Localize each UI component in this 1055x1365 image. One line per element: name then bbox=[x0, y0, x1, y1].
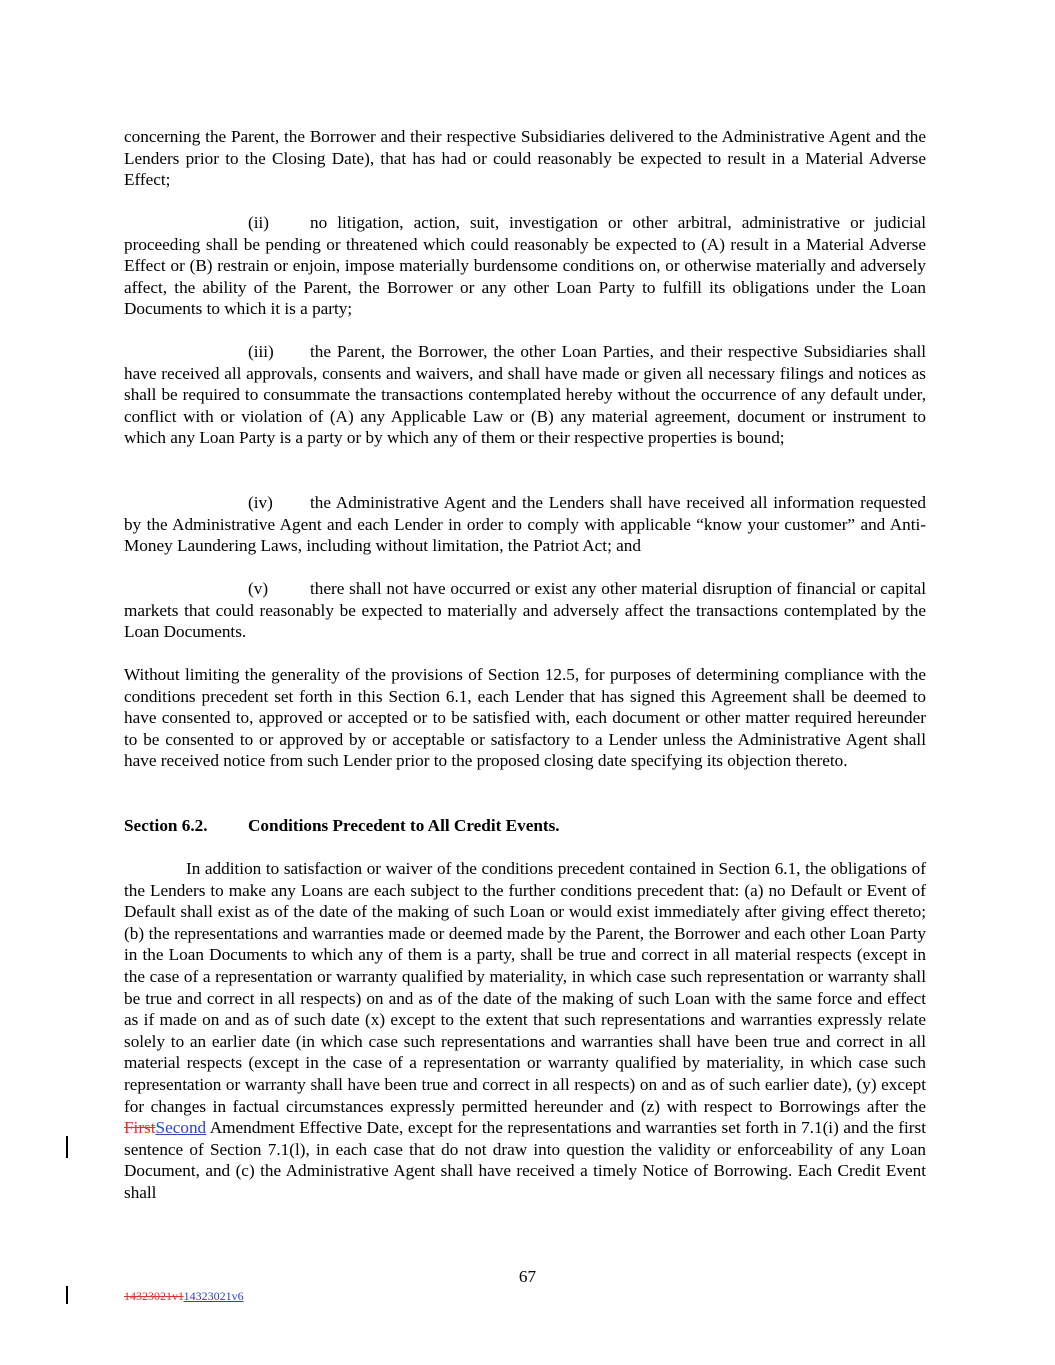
clause-text: the Parent, the Borrower, the other Loan Parties, and their respective Subsidiaries shall have received all approvals, consents and waivers, and shall have made or given all necessary filings and notices as shall be required to consummate the transactions contemplated hereby without the occurrence of any default under, conflict with or violation of (A) any Applicable Law or (B) any material agreement, document or instrument to which any Loan Party is a party or by which any of them or their respective properties is bound; bbox=[124, 342, 926, 448]
clause-number: (iv) bbox=[248, 493, 273, 512]
section-heading bbox=[124, 815, 926, 837]
page-number: 67 bbox=[518, 1267, 537, 1286]
change-bar bbox=[66, 1286, 68, 1304]
clause-text: the Administrative Agent and the Lenders shall have received all information requested by the Administrative Agent and each Lender in order to comply with applicable “know your customer” and Anti-Money Laundering Laws, including without limitation, the Patriot Act; and bbox=[124, 493, 926, 556]
section-title: Conditions Precedent to All Credit Events. bbox=[248, 816, 560, 835]
clause-text: no litigation, action, suit, investigation or other arbitral, administrative or judicial proceeding shall be pending or threatened which could reasonably be expected to (A) result in a Material Adverse Effect or (B) restrain or enjoin, impose materially burdensome conditions on, or otherwise materially and adversely affect, the ability of the Parent, the Borrower or any other Loan Party to fulfill its obligations under the Loan Documents to which it is a party; bbox=[124, 213, 926, 319]
paragraph-without-limiting bbox=[124, 664, 926, 772]
deleted-doc-id: 14323021v1 bbox=[124, 1289, 184, 1303]
paragraph-continuation bbox=[124, 126, 926, 191]
clause-number: (iii) bbox=[248, 342, 274, 361]
clause-text: there shall not have occurred or exist any other material disruption of financial or capital markets that could reasonably be expected to materially and adversely affect the transactions contemplated by the Loan Documents. bbox=[124, 579, 926, 642]
inserted-doc-id: 14323021v6 bbox=[183, 1289, 244, 1303]
clause-number: (v) bbox=[248, 579, 269, 598]
inserted-text: Second bbox=[155, 1118, 207, 1138]
clause-v bbox=[124, 578, 926, 643]
deleted-text: First bbox=[124, 1118, 156, 1138]
clause-iv bbox=[124, 492, 926, 557]
paragraph-text: In addition to satisfaction or waiver of the conditions precedent contained in Section 6.1, the obligations of the Lenders to make any Loans are each subject to the further conditions precedent that: (a) no Default or Event of Default shall exist as of the date of the making of such Loan or would exist immediately after giving effect thereto; (b) the representations and warranties made or deemed made by the Parent, the Borrower and each other Loan Party in the Loan Documents to which any of them is a party, shall be true and correct in all material respects (except in the case of a representation or warranty qualified by materiality, in which case such representation or warranty shall be true and correct in all respects) on and as of the date of the making of such Loan with the same force and effect as if made on and as of such date (x) except to the extent that such representations and warranties expressly relate solely to an earlier date (in which case such representations and warranties shall have been true and correct in all material respects (except in the case of a representation or warranty qualified by materiality, in which case such representation or warranty shall have been true and correct in all respects) on and as of such earlier date), (y) except for changes in factual circumstances expressly permitted hereunder and (z) with respect to Borrowings after the bbox=[124, 859, 926, 1116]
clause-ii bbox=[124, 212, 926, 320]
paragraph-text: concerning the Parent, the Borrower and their respective Subsidiaries delivered to the Administrative Agent and the Lenders prior to the Closing Date), that has had or could reasonably be expected to result in a Material Adverse Effect; bbox=[124, 127, 926, 190]
clause-number: (ii) bbox=[248, 213, 269, 232]
change-bar bbox=[66, 1136, 68, 1158]
paragraph-text: Without limiting the generality of the provisions of Section 12.5, for purposes of determining compliance with the conditions precedent set forth in this Section 6.1, each Lender that has signed this Agreement shall be deemed to have consented to, approved or accepted or to be satisfied with, each document or other matter required hereunder to be consented to or approved by or acceptable or satisfactory to a Lender unless the Administrative Agent shall have received notice from such Lender prior to the proposed closing date specifying its objection thereto. bbox=[124, 665, 926, 771]
paragraph-section-6-2 bbox=[124, 858, 926, 1204]
document-id bbox=[124, 1288, 244, 1304]
paragraph-text: Amendment Effective Date, except for the representations and warranties set forth in 7.1(i) and the first sentence of Section 7.1(l), in each case that do not draw into question the validity or enforceability of any Loan Document, and (c) the Administrative Agent shall have received a timely Notice of Borrowing. Each Credit Event shall bbox=[124, 1118, 926, 1202]
clause-iii bbox=[124, 341, 926, 449]
section-number: Section 6.2. bbox=[124, 816, 208, 835]
